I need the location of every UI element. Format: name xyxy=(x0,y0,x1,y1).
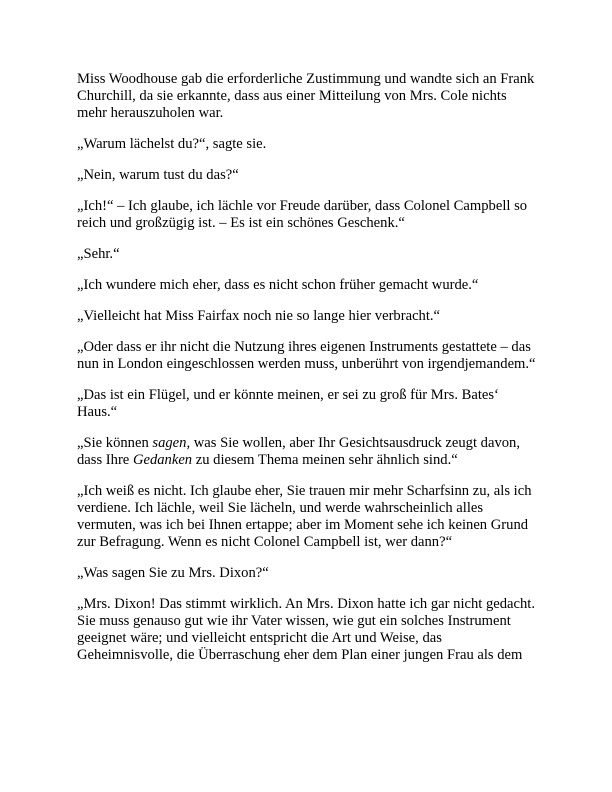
paragraph: Miss Woodhouse gab die erforderliche Zustimmung und wandte sich an Frank Churchill, da sie erkannte, dass aus einer Mitteilung von Mrs. Cole nichts mehr herauszuholen war. xyxy=(77,71,535,121)
text-run: was Sie wollen, aber Ihr Gesichtsausdruck zeugt davon, dass Ihre xyxy=(77,435,520,468)
paragraph: „Mrs. Dixon! Das stimmt wirklich. An Mrs. Dixon hatte ich gar nicht gedacht. Sie muss genauso gut wie ihr Vater wissen, wie gut ein solches Instrument geeignet wäre; und vielleicht entspricht die Art und Weise, das Geheimnisvolle, die Überraschung eher dem Plan einer jungen Frau als dem xyxy=(77,596,535,663)
paragraph: „Was sagen Sie zu Mrs. Dixon?“ xyxy=(77,565,269,581)
text-run: zu diesem Thema meinen sehr ähnlich sind.“ xyxy=(192,452,458,468)
paragraph: „Ich!“ – Ich glaube, ich lächle vor Freude darüber, dass Colonel Campbell so reich und großzügig ist. – Es ist ein schönes Geschenk.“ xyxy=(77,198,528,231)
paragraph: „Das ist ein Flügel, und er könnte meinen, er sei zu groß für Mrs. Bates‘ Haus.“ xyxy=(77,387,499,420)
paragraph: „Warum lächelst du?“, sagte sie. xyxy=(77,136,267,152)
text-body xyxy=(77,71,539,678)
paragraph: „Vielleicht hat Miss Fairfax noch nie so lange hier verbracht.“ xyxy=(77,308,441,324)
paragraph: „Oder dass er ihr nicht die Nutzung ihres eigenen Instruments gestattete – das nun in London eingeschlossen werden muss, unberührt von irgendjemandem.“ xyxy=(77,339,536,372)
emphasis-text: sagen, xyxy=(152,435,191,451)
text-run: „Sie können xyxy=(77,435,153,451)
paragraph: „Nein, warum tust du das?“ xyxy=(77,167,239,183)
paragraph: „Sehr.“ xyxy=(77,246,120,262)
paragraph: „Ich wundere mich eher, dass es nicht schon früher gemacht wurde.“ xyxy=(77,277,479,293)
paragraph-with-emphasis xyxy=(77,435,539,469)
emphasis-text: Gedanken xyxy=(132,452,193,468)
paragraph: „Ich weiß es nicht. Ich glaube eher, Sie trauen mir mehr Scharfsinn zu, als ich verdiene. Ich lächle, weil Sie lächeln, und werde wahrscheinlich alles vermuten, was ich bei Ihnen ertappe; aber im Moment sehe ich keinen Grund zur Befragung. Wenn es nicht Colonel Campbell ist, wer dann?“ xyxy=(77,483,532,550)
